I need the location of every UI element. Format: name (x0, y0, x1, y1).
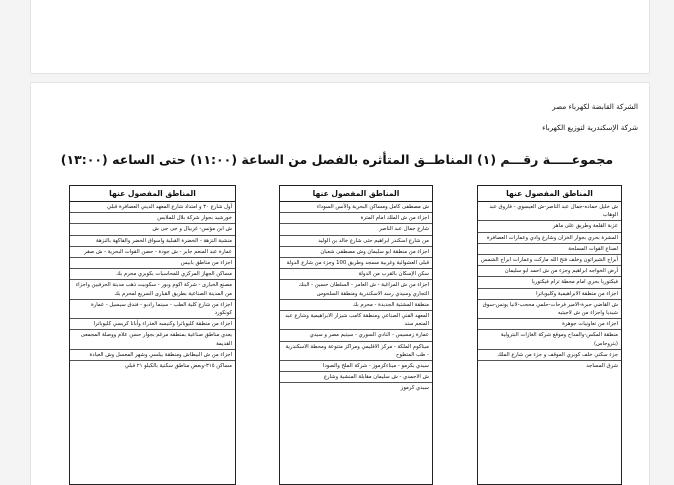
table-row: اجزاء من شارع كلية الطب - سينما رادبو - فندق سيسيل - عمارة كونكورد (70, 300, 235, 319)
table-row: شرق المساجد (586, 363, 618, 370)
table-row: ش ابن مؤنس- غربيال و جى جى ش (70, 224, 235, 235)
table-row: اجزاء من مناطق بابيس (70, 258, 235, 269)
table-row: أبراج الشيراتون وخلف فتح الله ماركت وعمارات ابراج الشمس (478, 255, 621, 266)
top-blank-card (30, 0, 650, 74)
table-row: من شارع اسكندر ابراهيم حتى شارع خالد بن الوليد (280, 236, 432, 247)
table-row: منطقة المشتية الجديدة - محرم بك (280, 300, 432, 311)
table-row: اجزاء من ش الملك امام المترة (280, 213, 432, 224)
row-list (280, 202, 432, 394)
company-name-holding: الشركة القابضة لكهرباء مصر (552, 102, 638, 111)
table-row: مساكن الجهاز المركزي للمحاسبات بكوبري محرم بك (70, 269, 235, 280)
table-row: ش القاضي حبرة-الامير فرحات-حلمي محجب-لانيا يونس-سوق شيديا واجزاء من ش لاجيتيه (478, 300, 621, 319)
table-row: مصنع الخيارى - شركة اكوم وبور - سكوبيت ذهب مدينة الحرفيين واجزاء من المدينة الصناعية بطريق القبارى السريع لمحرم بك (70, 280, 235, 299)
table-row: يعدي مناطق صناعية بمنطقه مرغم بجوار حسن علام ووصلة المجمعى القديمة (70, 330, 235, 349)
document-title: مجموعـــــة رقـــم (١) المناطــق المتأثره بالفصل من الساعة (١١:٠٠) حتى الساعه (١٣:٠٠) (60, 152, 614, 167)
table-column-middle (279, 185, 433, 485)
table-row: عزبة القلعة وطريق على ماهر (478, 221, 621, 232)
table-row: منطقة المكس-والمداح وموقع شركة الغازات البترولية (بتروجاس) (478, 330, 621, 349)
row-list (70, 202, 235, 371)
table-row: ش الاحمدي - ش سليمان مقابلة المنشية وشارع (280, 372, 432, 383)
table-column-left (69, 185, 236, 485)
table-row: خورشيد بجوار شركة بلال للملابس (70, 213, 235, 224)
table-row: اجزاء من منطقة كليوباترا وكنيسه العذراء وأبانا كريسي كليوباترا (70, 319, 235, 330)
table-row: ش مصطفى كامل ومساكن البحرية والأنس السوداء (280, 202, 432, 213)
table-row: اجزاء من ش المراغية - ش العامر - السلطان حسين - البنك التجاري وسيدي رسد الاسكندرية ومنطقة السلحوس (280, 280, 432, 299)
table-row: سيدي كرموز (400, 385, 429, 392)
table-row: اجزاء من تعاونيات جوهرة (478, 319, 621, 330)
table-row: أول شارع ٣٠ و امتداد شارع المعهد الديني العصافرة قبلي (70, 202, 235, 213)
table-row: فيكتوريا بحري امام محطة ترام فيكتوريا (478, 277, 621, 288)
table-column-right (477, 185, 622, 485)
table-row: شارع جمال عبد الناصر (280, 224, 432, 235)
table-row: اجزاء من منطقة ابو سليمان وش مصطفى شعبان (280, 247, 432, 258)
column-header: المناطق المفصول عنها (280, 186, 432, 202)
table-row: المعهد الفني الصناعي ومنطقة كامب شيزار الابراهيمية وشارع عبد المنعم سند (280, 311, 432, 330)
company-name-distribution: شركة الإسكندرية لتوزيع الكهرباء (542, 123, 638, 132)
table-row: ش خليل حماده-جمال عبد الناصر-ش العيسوي - فاروق عبد الوهاب (478, 202, 621, 221)
column-header: المناطق المفصول عنها (478, 186, 621, 202)
table-row: اجزاء من ش البيطاش ومنطقة بيلسي وشهر المعسل وش العيادة (70, 350, 235, 361)
row-list (478, 202, 621, 371)
table-row: أرض الخواجه ابراهيم وجزء من ش احمد ابو سليمان (478, 266, 621, 277)
table-row: منشية النزهة - الخضرة القبلية واسواق الخضر والفاكهة بالنزهة (70, 236, 235, 247)
table-row: قبلى العشوائية وغربية مسجد وطريق 100 وجزء من شارع الدولة (280, 258, 432, 269)
table-row: جزء سكني خلف كوبري الموقف و جزء من شارع الملك (478, 350, 621, 361)
table-row: لصناع القوات المسلحة (478, 244, 621, 255)
table-row: اجزاء من منطقة الابراهيمية وكليوباترا (478, 289, 621, 300)
table-row: ميناكوم الملكة - مركز الاقليمي ومراكز متنوعة ومحطة الاسكندرية - طب المتطوح (280, 342, 432, 361)
table-row: المشرة بحري بجوار الخزان وشارع وادي وعمارات العصافرة (478, 233, 621, 244)
table-row: مساكن ٣١٥-وبعض مناطق سكنية بالكيلو ٢١ قبلي (124, 363, 232, 370)
table-row: سيدي بكرمو - ميناءكرموز - شركة الملح والصودا (280, 361, 432, 372)
column-header: المناطق المفصول عنها (70, 186, 235, 202)
table-row: عمارة زمسيس - النادي السوري - سيتيم مصر و سيدي (280, 330, 432, 341)
table-row: عمارة عبد المنعم جابر - ش جودة - حصن القوات البحرية - ش صقر (70, 247, 235, 258)
table-row: سكن الإسكان بالقرب من الدولة (280, 269, 432, 280)
